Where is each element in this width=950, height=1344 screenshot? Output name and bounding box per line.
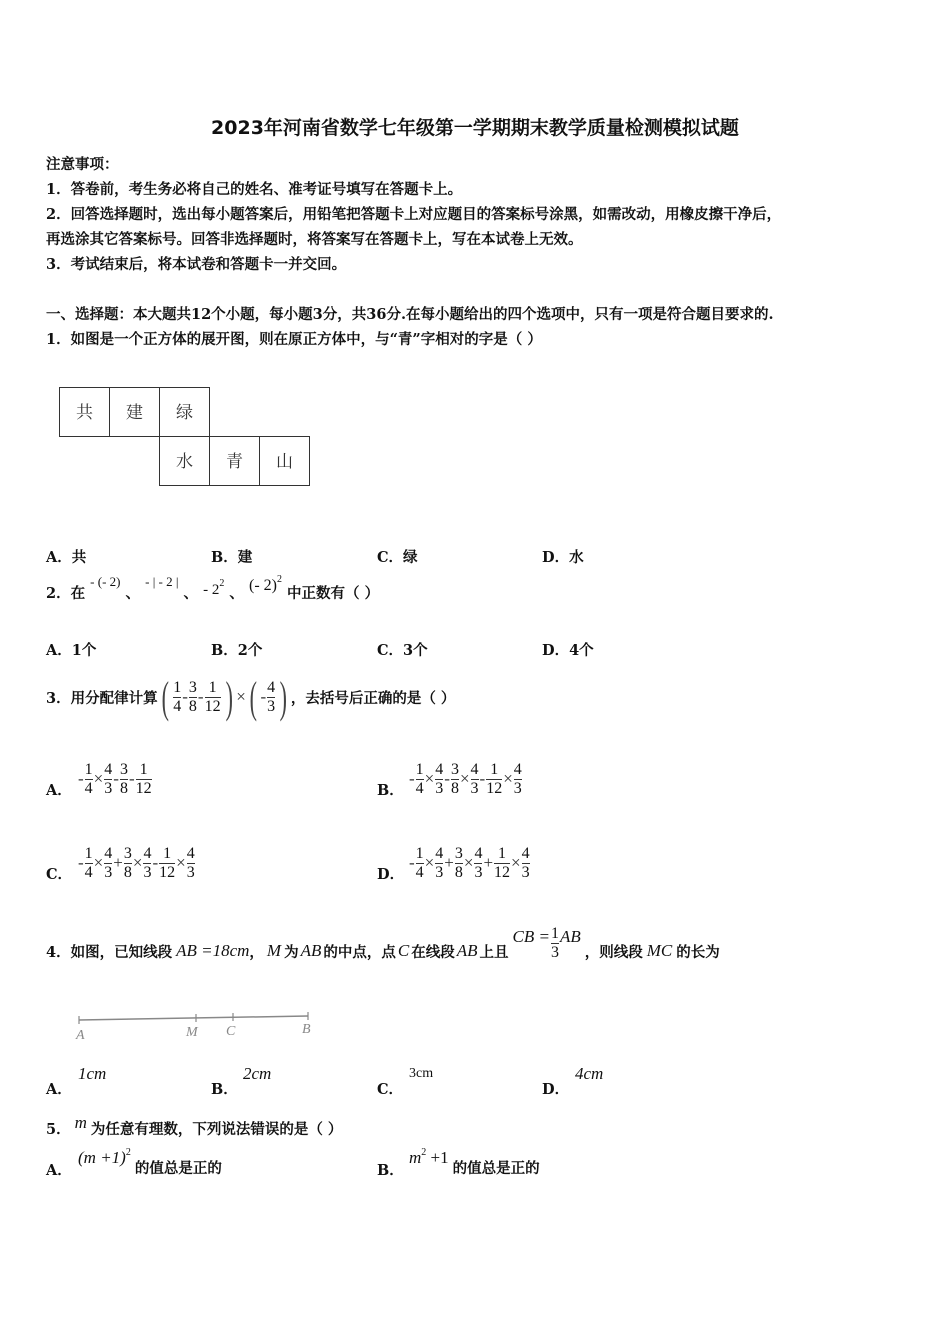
option-label: B． (377, 781, 404, 799)
q3-stem (46, 672, 455, 722)
fraction: $\frac{1}{4}$ (173, 678, 182, 715)
paren: ) (279, 672, 288, 722)
cube-net (59, 387, 310, 486)
q1-option-c: C．绿 (377, 549, 418, 566)
point-label-c: C (226, 1024, 236, 1039)
q4-option-c-value: 3cm (409, 1066, 434, 1081)
page-title: 2023年河南省数学七年级第一学期期末教学质量检测模拟试题 (211, 117, 739, 139)
q3-option-c: C． - $\frac{1}{4}$ × $\frac{4}{3}$ + $\frac{3}{8}$ × $\frac{4}{3}$ - $\frac{1}{12}$ × $\frac{4}{3}$ (46, 844, 195, 883)
point-label-b: B (302, 1022, 311, 1037)
q5-option-a: A． $(m +1)^2$ 的值总是正的 (46, 1147, 222, 1179)
q5-option-b: B． $m^2 +1$ 的值总是正的 (377, 1147, 540, 1179)
q2-option-c: C．3个 (377, 642, 428, 659)
paren: ( (161, 672, 169, 722)
op: - (260, 687, 267, 706)
q2-expr-3: - 2 (203, 582, 220, 598)
q3-suffix: ，去括号后正确的是（ ） (290, 689, 456, 707)
q4-option-d-label: D． (542, 1081, 570, 1098)
notes-line-1: 1．答卷前，考生务必将自己的姓名、准考证号填写在答题卡上。 (46, 181, 463, 198)
net-cell: 绿 (160, 388, 210, 437)
fraction: $\frac{1}{12}$ (204, 678, 221, 715)
net-cell: 水 (160, 437, 210, 486)
q3-option-a: A． - $\frac{1}{4}$ × $\frac{4}{3}$ - $\frac{3}{8}$ - $\frac{1}{12}$ (46, 760, 152, 799)
op: - (182, 687, 188, 706)
q2-option-b: B．2个 (211, 642, 263, 659)
q4-option-d-value: 4cm (575, 1064, 604, 1083)
notes-line-2b: 再选涂其它答案标号。回答非选择题时，将答案写在答题卡上，写在本试卷上无效。 (46, 231, 583, 248)
q1-option-a: A．共 (46, 549, 87, 566)
fraction: $\frac{3}{8}$ (188, 678, 197, 715)
q4-option-c-label: C． (377, 1081, 404, 1098)
option-label: C． (46, 865, 73, 883)
q4-ab-length: AB =18cm (176, 941, 250, 960)
fraction: $\frac{4}{3}$ (267, 678, 276, 715)
q2-option-a: A．1个 (46, 642, 97, 659)
op: × (236, 687, 246, 706)
notes-heading: 注意事项： (46, 156, 119, 173)
q4-option-a-label: A． (46, 1081, 72, 1098)
q2-sep: 、 (125, 585, 141, 602)
paren: ) (225, 672, 233, 722)
q1-option-d: D．水 (542, 549, 584, 566)
net-cell: 青 (210, 437, 260, 486)
q3-option-b: B． - $\frac{1}{4}$ × $\frac{4}{3}$ - $\frac{3}{8}$ × $\frac{4}{3}$ - $\frac{1}{12}$ × $\frac{4}{3}$ (377, 760, 522, 799)
q2-prefix: 2．在 (46, 585, 86, 602)
notes-line-3: 3．考试结束后，将本试卷和答题卡一并交回。 (46, 256, 347, 273)
q5-stem: 5． m 为任意有理数，下列说法错误的是（ ） (46, 1112, 343, 1138)
net-cell: 山 (260, 437, 310, 486)
q2-stem (46, 574, 380, 603)
q1-option-b: B．建 (211, 549, 253, 566)
q2-expr-4-exp: 2 (276, 574, 282, 585)
q2-expr-1: - (- 2) (90, 574, 121, 589)
section-heading: 一、选择题：本大题共12个小题，每小题3分，共36分.在每小题给出的四个选项中，只有一项是符合题目要求的. (46, 306, 774, 323)
q2-option-d: D．4个 (542, 642, 594, 659)
net-cell: 建 (110, 388, 160, 437)
q2-expr-2: - | - 2 | (145, 574, 179, 589)
fraction: $\frac{1}{3}$ (550, 924, 559, 961)
option-label: D． (377, 865, 405, 883)
q3-option-d: D． - $\frac{1}{4}$ × $\frac{4}{3}$ + $\frac{3}{8}$ × $\frac{4}{3}$ + $\frac{1}{12}$ × $\frac{4}{3}$ (377, 844, 530, 883)
paren: ( (249, 672, 257, 722)
q4-option-a-value: 1cm (78, 1064, 107, 1083)
q4-stem: 4．如图，已知线段 AB =18cm ， M 为 AB 的中点，点 C 在线段 AB 上且 CB = $\frac{1}{3}$ AB ，则线段 MC 的长为 (46, 924, 720, 961)
q2-expr-3-exp: 2 (219, 578, 225, 589)
point-label-a: A (76, 1028, 85, 1043)
notes-line-2a: 2．回答选择题时，选出每小题答案后，用铅笔把答题卡上对应题目的答案标号涂黑，如需改动，用橡皮擦干净后， (46, 206, 782, 223)
point-label-m: M (186, 1025, 198, 1040)
q4-cb-expr: CB = (512, 927, 550, 946)
q2-sep: 、 (183, 585, 199, 602)
q3-prefix: 3．用分配律计算 (46, 689, 158, 707)
q4-option-b-value: 2cm (243, 1064, 272, 1083)
option-label: A． (46, 781, 72, 799)
segment-diagram (70, 1005, 330, 1045)
q4-option-b-label: B． (211, 1081, 238, 1098)
q2-expr-4: (- 2) (248, 577, 277, 594)
q1-stem: 1．如图是一个正方体的展开图，则在原正方体中，与“青”字相对的字是（ ） (46, 331, 542, 348)
q2-sep: 、 (229, 585, 244, 602)
segment-line (79, 1016, 308, 1020)
net-cell: 共 (60, 388, 110, 437)
op: - (197, 687, 204, 706)
q2-suffix: 中正数有（ ） (287, 585, 380, 602)
